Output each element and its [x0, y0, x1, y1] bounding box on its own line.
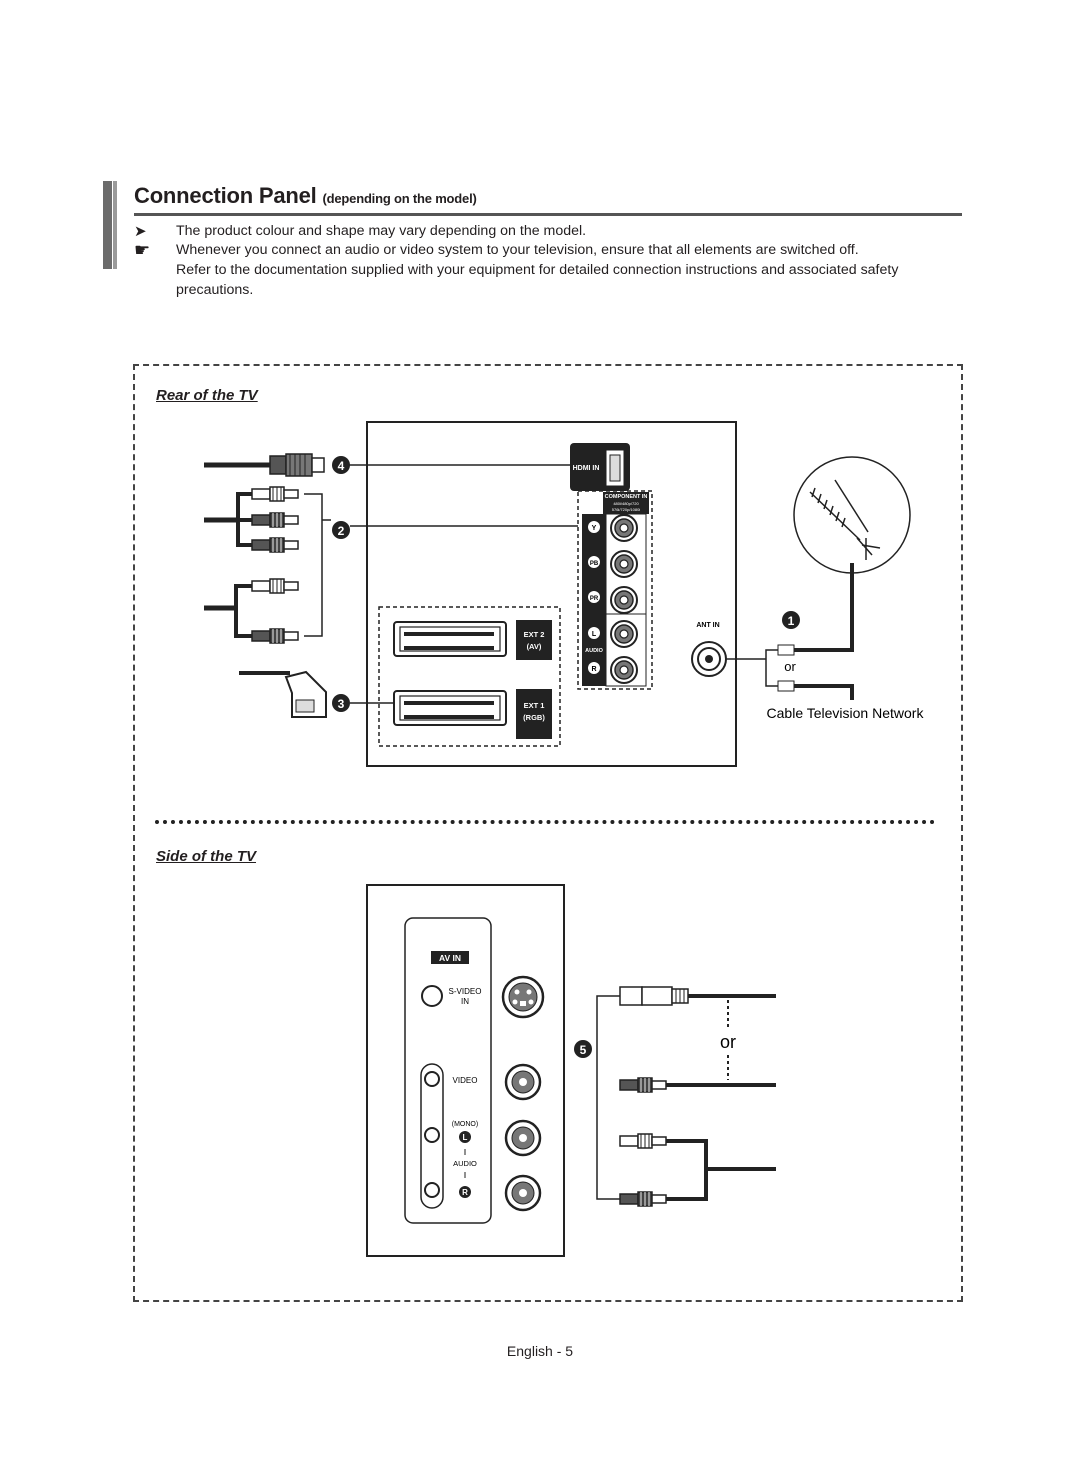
ext2-scart: [394, 620, 552, 660]
antenna-circle: [794, 457, 910, 573]
side-mono-label: (MONO): [451, 1121, 479, 1128]
label-r: R: [591, 666, 597, 673]
jack-audio-l: [611, 621, 637, 647]
jack-y: [611, 515, 637, 541]
page-title-main: Connection Panel: [134, 183, 317, 208]
side-video-label: VIDEO: [452, 1076, 478, 1085]
side-jack-audio-l: [506, 1121, 540, 1155]
note-2: Whenever you connect an audio or video system to your television, ensure that all elements are switched off.: [176, 242, 859, 258]
side-jack-video: [506, 1065, 540, 1099]
label-audio: AUDIO: [585, 648, 603, 654]
callout-5: 5: [579, 1043, 587, 1057]
label-pr: PR: [589, 596, 599, 602]
note-3: Refer to the documentation supplied with your equipment for detailed connection instructions and associated safety precautions.: [176, 262, 899, 298]
side-or-text: or: [719, 1032, 737, 1052]
jack-pb: [611, 551, 637, 577]
side-l-label: L: [462, 1133, 468, 1142]
side-r-label: R: [462, 1188, 468, 1197]
label-pb: PB: [589, 561, 599, 567]
ext1-sub: (RGB): [523, 713, 545, 722]
ant-in-label: ANT IN: [696, 622, 720, 629]
component-label: COMPONENT IN: [604, 494, 648, 500]
ext2-label: EXT 2: [523, 630, 545, 639]
callout-4: 4: [337, 459, 345, 473]
rear-section-label: Rear of the TV: [156, 387, 258, 404]
side-audio-label: AUDIO: [453, 1159, 477, 1168]
jack-audio-r: [611, 657, 637, 683]
note-1: The product colour and shape may vary depending on the model.: [176, 223, 587, 239]
callout-1: 1: [787, 614, 795, 628]
page-footer: English - 5: [506, 1343, 574, 1359]
svideo-label: S-VIDEO: [448, 987, 482, 996]
page-title-sub: (depending on the model): [322, 191, 477, 206]
arrow-note-icon: ➤: [134, 223, 147, 240]
component-sub2: 576i/720p/1080i: [611, 507, 641, 512]
rear-or-text: or: [784, 659, 796, 674]
hdmi-label: HDMI IN: [572, 465, 600, 472]
callout-2: 2: [337, 524, 345, 538]
component-sub1: 480i/480p/720: [613, 501, 639, 506]
av-in-label: AV IN: [438, 953, 462, 963]
label-y: Y: [591, 525, 597, 532]
pointing-hand-icon: ☛: [134, 240, 151, 260]
ext2-sub: (AV): [526, 642, 542, 651]
jack-pr: [611, 587, 637, 613]
side-jack-audio-r: [506, 1176, 540, 1210]
ext1-label: EXT 1: [523, 701, 545, 710]
svideo-port: [503, 977, 543, 1017]
side-section-label: Side of the TV: [156, 848, 257, 865]
svideo-in-label: IN: [461, 997, 469, 1006]
callout-3: 3: [337, 697, 345, 711]
label-l: L: [591, 631, 597, 638]
cable-network-label: Cable Television Network: [766, 705, 924, 721]
